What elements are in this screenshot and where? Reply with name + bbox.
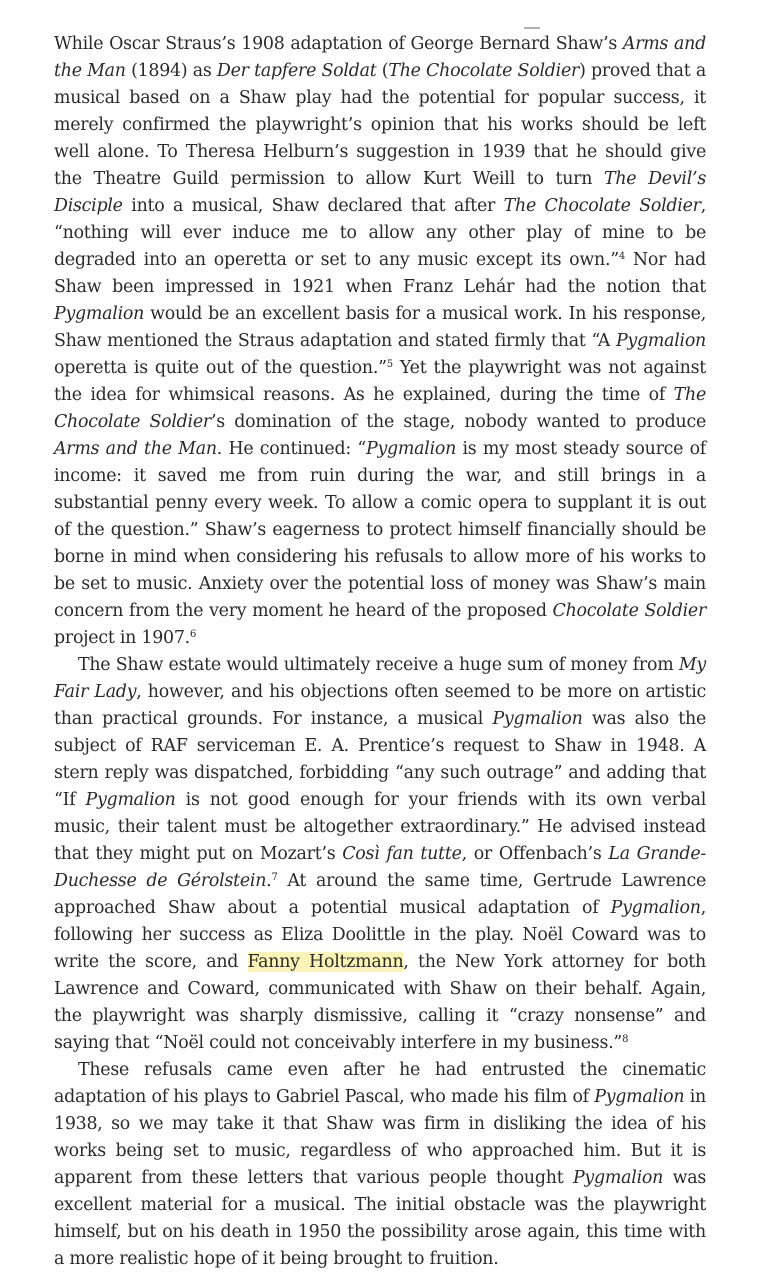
italic-title: Arms and the Man [54, 34, 706, 81]
text-run: , following her success as Eliza Doolittle in the play. Noël Coward was to write the score, and [54, 898, 706, 972]
text-run: is my most steady source of income: it saved me from ruin during the war, and still brings in a substantial penny every week. To allow a comic opera to supplant it is out of the question.” Shaw’s eagerness to protect himself financially should be borne in mind when considering his refusals to allow more of his works to be set to music. Anxiety over the potential loss of money was Shaw’s main concern from the very moment he heard of the proposed [54, 439, 706, 621]
italic-title: Pygmalion [54, 304, 145, 324]
italic-title: My Fair Lady [54, 655, 706, 702]
text-run: (1894) as [125, 61, 217, 81]
italic-title: Pygmalion [594, 1087, 685, 1107]
italic-title: Pygmalion [610, 898, 701, 918]
text-run: Nor had Shaw been impressed in 1921 when Franz Lehár had the notion that [54, 250, 706, 297]
footnote-ref: 6 [189, 629, 197, 640]
text-run: ’s domination of the stage, nobody wanted to produce [210, 412, 707, 432]
text-run: , however, and his objections often seemed to be more on artistic than practical grounds. For instance, a musical [54, 682, 706, 729]
text-run: in 1938, so we may take it that Shaw was firm in disliking the idea of his works being set to music, regardless of who approached him. But it is apparent from these letters that various people thought [54, 1087, 706, 1188]
italic-title: Pygmalion [366, 439, 457, 459]
italic-title: The Chocolate Soldier [503, 196, 701, 216]
text-run: . [266, 871, 272, 891]
footnote-ref: 5 [386, 359, 393, 370]
text-run: project in 1907. [54, 628, 190, 648]
paragraph-2 [54, 652, 706, 1057]
text-run: . He continued: “ [216, 439, 366, 459]
text-run: Yet the playwright was not against the idea for whimsical reasons. As he explained, during the time of [54, 358, 706, 405]
text-run: The Shaw estate would ultimately receive a huge sum of money from [78, 655, 679, 675]
page-top-mark [524, 27, 540, 35]
italic-title: The Devil’s Disciple [54, 169, 706, 216]
text-run: is not good enough for your friends with its own verbal music, their talent must be altogether extraordinary.” He advised instead that they might put on Mozart’s [54, 790, 707, 864]
italic-title: Pygmalion [572, 1168, 664, 1188]
italic-title: Arms and the Man [54, 439, 217, 459]
highlighted-text: Fanny Holtzmann [247, 952, 404, 972]
text-run: , “nothing will ever induce me to allow any other play of mine to be degraded into an operetta or set to any music except its own.” [54, 196, 706, 270]
italic-title: Pygmalion [492, 709, 583, 729]
text-run: , the New York attorney for both Lawrence and Coward, communicated with Shaw on their behalf. Again, the playwright was sharply dismissive, calling it “crazy nonsense” and saying that “Noël could not conceivably interfere in my business.” [54, 952, 706, 1053]
italic-title: The Chocolate Soldier [388, 61, 580, 81]
paragraph-3 [54, 1057, 706, 1273]
footnote-ref: 7 [271, 872, 278, 883]
text-run: While Oscar Straus’s 1908 adaptation of George Bernard Shaw’s [54, 34, 623, 54]
text-run: would be an excellent basis for a musical work. In his response, Shaw mentioned the Straus adaptation and stated firmly that “A [54, 304, 706, 351]
text-run: ( [376, 61, 389, 81]
italic-title: The Chocolate Soldier [54, 385, 706, 432]
italic-title: Così fan tutte [342, 844, 462, 864]
paragraph-1 [54, 31, 706, 652]
text-run: was also the subject of RAF serviceman E. A. Prentice’s request to Shaw in 1948. A stern reply was dispatched, forbidding “any such outrage” and adding that “If [54, 709, 707, 810]
footnote-ref: 8 [622, 1034, 629, 1045]
italic-title: Pygmalion [615, 331, 706, 351]
text-run: At around the same time, Gertrude Lawrence approached Shaw about a potential musical adaptation of [54, 871, 706, 918]
footnote-ref: 4 [618, 251, 626, 262]
italic-title: Der tapfere Soldat [216, 61, 377, 81]
text-run: into a musical, Shaw declared that after [122, 196, 504, 216]
text-run: , or Offenbach’s [461, 844, 609, 864]
page-body [54, 31, 706, 1273]
italic-title: La Grande-Duchesse de Gérolstein [54, 844, 706, 891]
text-run: ) proved that a musical based on a Shaw play had the potential for popular success, it merely confirmed the playwright’s opinion that his works should be left well alone. To Theresa Helburn’s suggestion in 1939 that he should give the Theatre Guild permission to allow Kurt Weill to turn [54, 61, 706, 189]
text-run: was excellent material for a musical. The initial obstacle was the playwright himself, but on his death in 1950 the possibility arose again, this time with a more realistic hope of it being brought to fruition. [54, 1168, 706, 1269]
text-run: These refusals came even after he had entrusted the cinematic adaptation of his plays to Gabriel Pascal, who made his film of [54, 1060, 706, 1107]
italic-title: Pygmalion [85, 790, 176, 810]
text-run: operetta is quite out of the question.” [54, 358, 387, 378]
italic-title: Chocolate Soldier [552, 601, 707, 621]
